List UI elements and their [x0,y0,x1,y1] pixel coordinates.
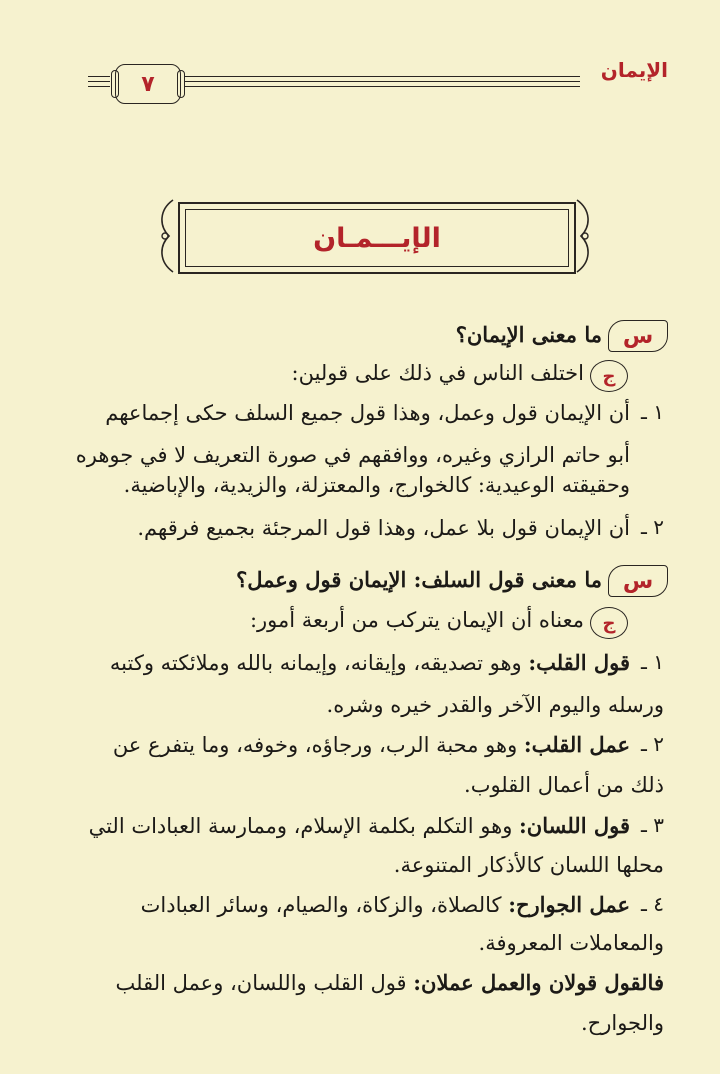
question-2-prefix: ما معنى قول السلف: [413,567,602,592]
q1-item1-line3: وحقيقته الوعيدية: كالخوارج، والمعتزلة، والزيدية، والإباضية. [123,473,630,497]
page-number-frame [115,64,181,104]
item-number: ١ ـ [641,400,664,424]
summary-line2: والجوارح. [581,1011,664,1035]
item-term: قول القلب: [528,650,630,675]
item-term: عمل الجوارح: [508,892,630,917]
question-1-text: ما معنى الإيمان؟ [455,322,602,347]
item-text: وهو محبة الرب، ورجاؤه، وخوفه، وما يتفرع عن [112,733,518,757]
question-2-text [56,565,602,595]
q2-item2-line2: ذلك من أعمال القلوب. [464,773,664,797]
q2-item4-line2: والمعاملات المعروفة. [478,931,664,955]
ornament-left-icon [155,196,177,276]
q1-item1-line2: أبو حاتم الرازي وغيره، ووافقهم في صورة التعريف لا في جوهره [75,443,630,467]
item-number: ١ ـ [641,650,664,674]
q1-item2-line1: أن الإيمان قول بلا عمل، وهذا قول المرجئة بجميع فرقهم. [137,516,630,540]
q2-item1-line2: ورسله واليوم الآخر والقدر خيره وشره. [326,693,664,717]
item-term: قول اللسان: [519,813,630,838]
header-rule-left [88,76,110,90]
summary-text: قول القلب واللسان، وعمل القلب [115,971,407,995]
item-text: كالصلاة، والزكاة، والصيام، وسائر العبادات [140,893,502,917]
summary-line1 [56,968,664,998]
chapter-title-frame [178,202,576,274]
q2-item4-line1 [56,890,630,920]
item-text: وهو تصديقه، وإيقانه، وإيمانه بالله وملائكته وكتبه [109,651,522,675]
q2-item3-line2: محلها اللسان كالأذكار المتنوعة. [393,853,664,877]
q2-item3-line1 [56,811,630,841]
item-number: ٢ ـ [641,732,664,756]
item-number: ٢ ـ [641,515,664,539]
answer-1-intro: اختلف الناس في ذلك على قولين: [291,361,584,385]
q2-item2-line1 [56,730,630,760]
item-number: ٤ ـ [641,892,664,916]
summary-term: فالقول قولان والعمل عملان: [413,970,664,995]
running-title: الإيمان [600,58,668,82]
page-number: ٧ [141,71,155,97]
item-text: وهو التكلم بكلمة الإسلام، وممارسة العبادات التي [88,814,513,838]
question-badge: س [608,320,668,352]
answer-2-intro: معناه أن الإيمان يتركب من أربعة أمور: [249,608,584,632]
ornament-right-icon [573,196,595,276]
question-badge: س [608,565,668,597]
chapter-title: الإيـــمـان [313,222,441,254]
q1-item1-line1: أن الإيمان قول وعمل، وهذا قول جميع السلف حكى إجماعهم [105,401,630,425]
item-number: ٣ ـ [641,813,664,837]
q2-item1-line1 [56,648,630,678]
answer-badge: ج [590,360,628,392]
item-term: عمل القلب: [523,732,630,757]
answer-badge: ج [590,607,628,639]
question-2-quote: الإيمان قول وعمل؟ [236,567,407,592]
header-rule [185,76,580,90]
